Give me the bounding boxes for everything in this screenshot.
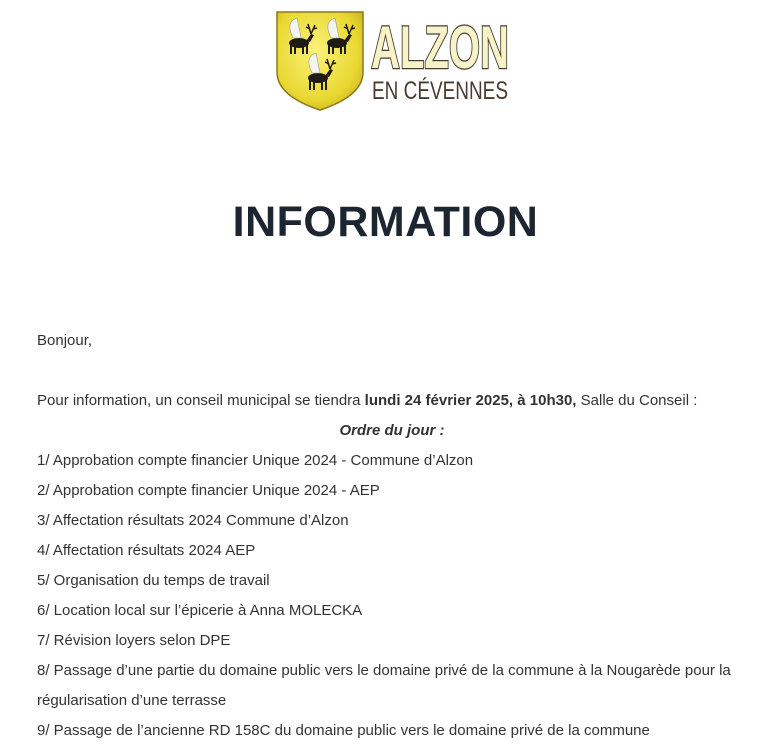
- spacer: [37, 356, 747, 386]
- agenda-item: 2/ Approbation compte financier Unique 2024 - AEP: [37, 482, 380, 499]
- coat-of-arms-icon: [277, 12, 363, 110]
- announcement-date: lundi 24 février 2025, à 10h30,: [364, 392, 577, 409]
- agenda-list: [37, 446, 747, 746]
- alzon-wordmark: [371, 14, 552, 105]
- message-body: [37, 326, 747, 746]
- announcement-text: [37, 386, 747, 416]
- announcement-prefix: Pour information, un conseil municipal se tiendra: [37, 392, 365, 409]
- page-heading: INFORMATION: [232, 198, 539, 246]
- agenda-item: 8/ Passage d’une partie du domaine public vers le domaine privé de la commune à la Nougarède pour la régularisation d’une terrasse: [37, 662, 731, 709]
- agenda-item: 1/ Approbation compte financier Unique 2024 - Commune d’Alzon: [37, 452, 474, 469]
- agenda-title: Ordre du jour :: [339, 422, 445, 439]
- agenda-item: 9/ Passage de l’ancienne RD 158C du domaine public vers le domaine privé de la commune: [37, 722, 650, 739]
- agenda-item: 5/ Organisation du temps de travail: [37, 572, 270, 589]
- agenda-item: 4/ Affectation résultats 2024 AEP: [37, 542, 256, 559]
- svg-text:EN CÉVENNES: EN CÉVENNES: [372, 77, 552, 105]
- announcement-suffix: Salle du Conseil :: [576, 392, 698, 409]
- greeting-text: Bonjour,: [37, 332, 93, 349]
- agenda-item: 6/ Location local sur l’épicerie à Anna MOLECKA: [37, 602, 363, 619]
- agenda-item: 7/ Révision loyers selon DPE: [37, 632, 231, 649]
- alzon-logo: [275, 10, 552, 112]
- svg-text:ALZON: ALZON: [371, 14, 509, 81]
- agenda-item: 3/ Affectation résultats 2024 Commune d’Alzon: [37, 512, 349, 529]
